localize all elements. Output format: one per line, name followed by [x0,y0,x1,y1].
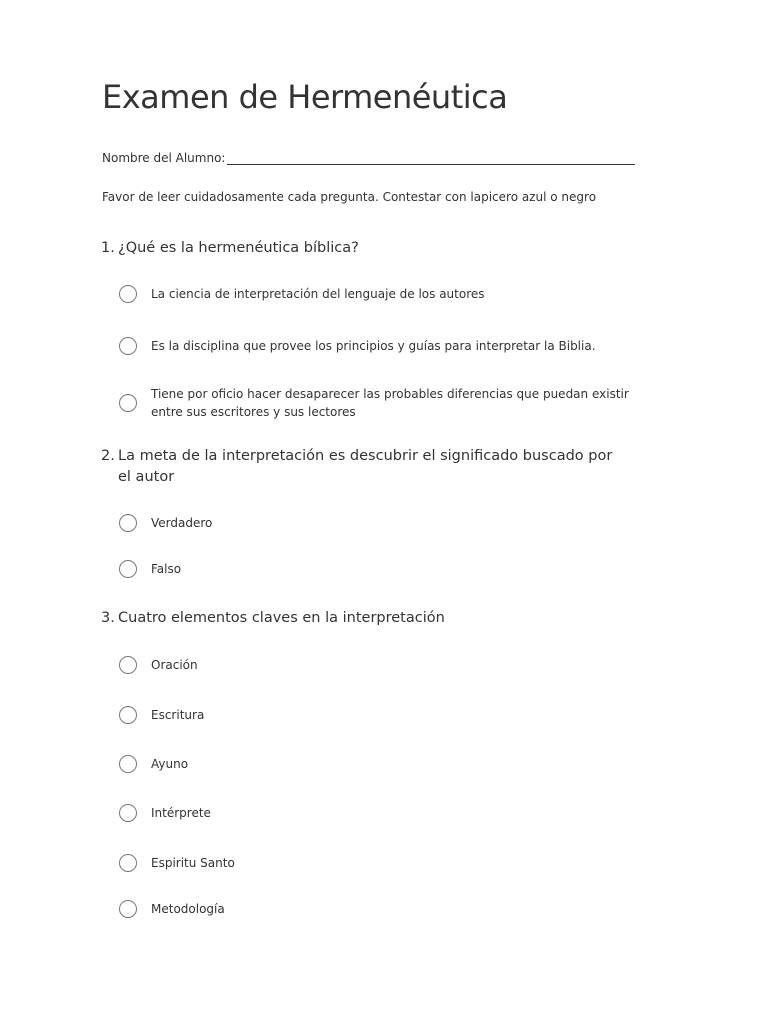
option-label: Es la disciplina que provee los principios y guías para interpretar la Biblia. [151,339,596,353]
radio-button[interactable] [119,706,137,724]
student-name-label: Nombre del Alumno: [102,151,226,165]
option-label: La ciencia de interpretación del lenguaje de los autores [151,287,485,301]
option-q3-b[interactable] [119,706,649,724]
question-number: 2. [101,448,115,464]
question-text: Cuatro elementos claves en la interpretación [118,610,445,626]
instructions-text: Favor de leer cuidadosamente cada pregunta. Contestar con lapicero azul o negro [102,190,597,204]
option-label: Escritura [151,708,205,722]
option-q3-a[interactable] [119,656,649,674]
option-label: Metodología [151,902,225,916]
radio-button[interactable] [119,560,137,578]
student-name-field[interactable] [227,150,635,165]
page-title: Examen de Hermenéutica [102,78,508,116]
option-q3-d[interactable] [119,804,649,822]
question-1 [101,238,621,259]
option-label: Espiritu Santo [151,856,235,870]
option-label: Falso [151,562,182,576]
radio-button[interactable] [119,854,137,872]
radio-button[interactable] [119,755,137,773]
radio-button[interactable] [119,656,137,674]
radio-button[interactable] [119,285,137,303]
radio-button[interactable] [119,804,137,822]
question-text: La meta de la interpretación es descubrir el significado buscado por el autor [118,448,613,485]
radio-button[interactable] [119,337,137,355]
option-q3-f[interactable] [119,900,649,918]
radio-button[interactable] [119,394,137,412]
option-q3-e[interactable] [119,854,649,872]
option-label: Oración [151,658,198,672]
option-label: Tiene por oficio hacer desaparecer las probables diferencias que puedan existir entre sus escritores y sus lectores [151,387,629,419]
option-q1-a[interactable] [119,285,649,303]
question-number: 1. [101,240,115,256]
option-label: Verdadero [151,516,213,530]
question-3 [101,608,621,629]
option-q1-b[interactable] [119,337,649,355]
option-q1-c[interactable] [119,385,649,421]
question-2 [101,446,621,488]
option-label: Intérprete [151,806,211,820]
question-number: 3. [101,610,115,626]
option-label: Ayuno [151,757,189,771]
option-q3-c[interactable] [119,755,649,773]
student-name-row [102,150,635,165]
radio-button[interactable] [119,900,137,918]
option-q2-b[interactable] [119,560,649,578]
option-q2-a[interactable] [119,514,649,532]
question-text: ¿Qué es la hermenéutica bíblica? [118,240,359,256]
radio-button[interactable] [119,514,137,532]
